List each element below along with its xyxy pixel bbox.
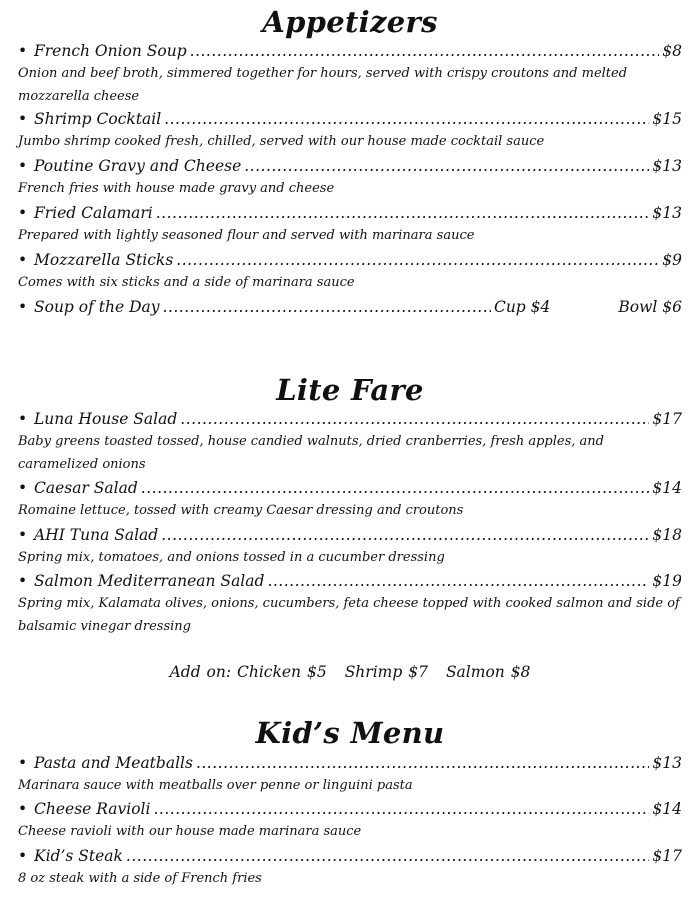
item-name: Shrimp Cocktail: [34, 110, 162, 128]
item-name: Luna House Salad: [34, 410, 178, 428]
item-name: Soup of the Day: [34, 298, 160, 316]
kids-menu-title: Kid’s Menu: [255, 716, 445, 750]
bullet: •: [18, 298, 28, 316]
menu-item-mozzarella-sticks: [18, 249, 682, 271]
item-price: $8: [662, 42, 682, 60]
add-on-shrimp: Shrimp $7: [344, 663, 428, 681]
add-on-chicken: Add on: Chicken $5: [169, 663, 327, 681]
item-description: Cheese ravioli with our house made marinara sauce: [18, 824, 362, 839]
item-price-bowl: Bowl $6: [618, 298, 682, 316]
bullet: •: [18, 42, 28, 60]
dot-leader: [164, 108, 649, 130]
item-name: AHI Tuna Salad: [34, 526, 159, 544]
dot-leader: [176, 249, 659, 271]
item-description: Spring mix, tomatoes, and onions tossed in a cucumber dressing: [18, 550, 445, 565]
menu-item-kids-steak: [18, 845, 682, 867]
item-price: $17: [652, 847, 682, 865]
item-price: $17: [652, 410, 682, 428]
dot-leader: [190, 40, 660, 62]
bullet: •: [18, 800, 28, 818]
item-description: Romaine lettuce, tossed with creamy Caesar dressing and croutons: [18, 503, 464, 518]
add-on-salmon: Salmon $8: [445, 663, 531, 681]
item-price-cup: Cup $4: [493, 298, 551, 316]
bullet: •: [18, 157, 28, 175]
item-name: Poutine Gravy and Cheese: [34, 157, 242, 175]
bullet: •: [18, 754, 28, 772]
item-price: $13: [652, 157, 682, 175]
item-name: French Onion Soup: [34, 42, 187, 60]
menu-item-cheese-ravioli: [18, 798, 682, 820]
item-price: $18: [652, 526, 682, 544]
item-description: Onion and beef broth, simmered together for hours, served with crispy croutons and melted mozzarella cheese: [18, 66, 628, 104]
dot-leader: [161, 524, 649, 546]
item-description: French fries with house made gravy and cheese: [18, 181, 335, 196]
dot-leader: [141, 477, 650, 499]
item-name: Mozzarella Sticks: [34, 251, 174, 269]
menu-item-soup-of-the-day: [18, 296, 682, 318]
menu-item-ahi-tuna-salad: [18, 524, 682, 546]
item-price: $14: [652, 800, 682, 818]
dot-leader: [156, 202, 650, 224]
item-name: Kid’s Steak: [34, 847, 123, 865]
item-description: Prepared with lightly seasoned flour and served with marinara sauce: [18, 228, 475, 243]
item-price: $19: [652, 572, 682, 590]
item-description: 8 oz steak with a side of French fries: [18, 871, 262, 886]
item-description: Baby greens toasted tossed, house candied walnuts, dried cranberries, fresh apples, and caramelized onions: [18, 434, 604, 472]
add-on-options: [0, 661, 700, 683]
bullet: •: [18, 110, 28, 128]
bullet: •: [18, 251, 28, 269]
dot-leader: [180, 408, 649, 430]
item-price: $13: [652, 754, 682, 772]
item-description: Marinara sauce with meatballs over penne or linguini pasta: [18, 778, 413, 793]
bullet: •: [18, 479, 28, 497]
item-price: $14: [652, 479, 682, 497]
item-name: Caesar Salad: [34, 479, 138, 497]
lite-fare-title: Lite Fare: [276, 373, 424, 407]
menu-item-salmon-mediterranean-salad: [18, 570, 682, 592]
bullet: •: [18, 572, 28, 590]
item-name: Cheese Ravioli: [34, 800, 151, 818]
dot-leader: [163, 296, 491, 318]
bullet: •: [18, 204, 28, 222]
item-name: Pasta and Meatballs: [34, 754, 193, 772]
menu-item-french-onion-soup: [18, 40, 682, 62]
menu-item-caesar-salad: [18, 477, 682, 499]
item-price: $13: [652, 204, 682, 222]
item-description: Jumbo shrimp cooked fresh, chilled, served with our house made cocktail sauce: [18, 134, 545, 149]
dot-leader: [267, 570, 649, 592]
item-name: Fried Calamari: [34, 204, 153, 222]
menu-item-pasta-and-meatballs: [18, 752, 682, 774]
menu-item-poutine: [18, 155, 682, 177]
menu-item-luna-house-salad: [18, 408, 682, 430]
item-price: $9: [662, 251, 682, 269]
appetizers-title: Appetizers: [262, 5, 438, 39]
dot-leader: [196, 752, 649, 774]
item-description: Spring mix, Kalamata olives, onions, cucumbers, feta cheese topped with cooked salmon and side of balsamic vinegar dressing: [18, 596, 680, 634]
menu-item-shrimp-cocktail: [18, 108, 682, 130]
bullet: •: [18, 847, 28, 865]
dot-leader: [244, 155, 649, 177]
item-description: Comes with six sticks and a side of marinara sauce: [18, 275, 355, 290]
bullet: •: [18, 526, 28, 544]
item-price: $15: [652, 110, 682, 128]
item-name: Salmon Mediterranean Salad: [34, 572, 265, 590]
menu-item-fried-calamari: [18, 202, 682, 224]
dot-leader: [153, 798, 649, 820]
dot-leader: [126, 845, 649, 867]
bullet: •: [18, 410, 28, 428]
